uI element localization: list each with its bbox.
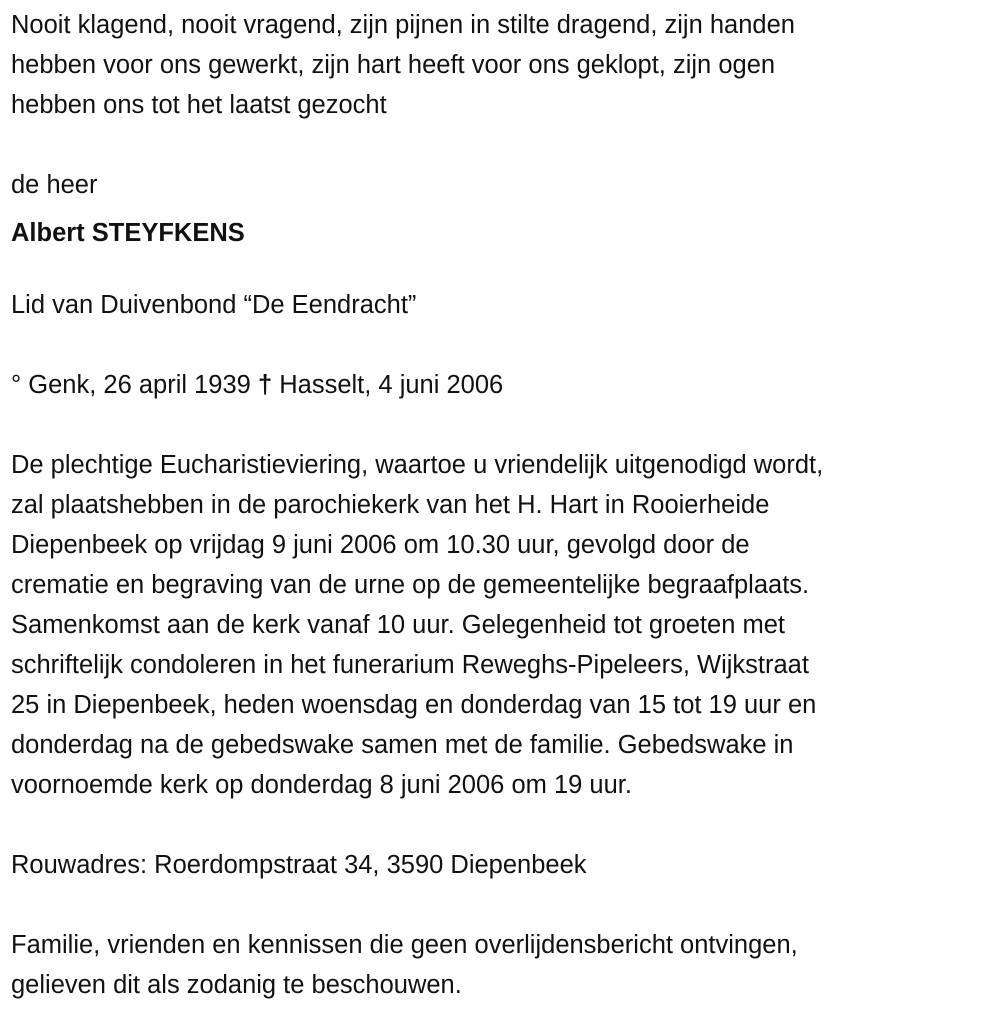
ceremony-line: De plechtige Eucharistieviering, waartoe u vriendelijk uitgenodigd wordt, <box>11 451 824 479</box>
ceremony-line: 25 in Diepenbeek, heden woensdag en donderdag van 15 tot 19 uur en <box>11 691 817 719</box>
ceremony-line: voornoemde kerk op donderdag 8 juni 2006 om 19 uur. <box>11 771 632 799</box>
spacer <box>11 325 1000 365</box>
cross-icon: † <box>257 371 273 399</box>
life-dates <box>11 365 1000 405</box>
motto <box>11 5 1000 125</box>
membership: Lid van Duivenbond “De Eendracht” <box>11 291 417 319</box>
closing-line: Familie, vrienden en kennissen die geen overlijdensbericht ontvingen, <box>11 931 798 959</box>
ceremony-line: Samenkomst aan de kerk vanaf 10 uur. Gelegenheid tot groeten met <box>11 611 785 639</box>
ceremony-line: zal plaatshebben in de parochiekerk van het H. Hart in Rooierheide <box>11 491 770 519</box>
deceased-name: Albert STEYFKENS <box>11 219 245 247</box>
ceremony-line: crematie en begraving van de urne op de gemeentelijke begraafplaats. <box>11 571 810 599</box>
spacer <box>11 405 1000 445</box>
closing-note <box>11 925 1000 1005</box>
motto-line: hebben voor ons gewerkt, zijn hart heeft voor ons geklopt, zijn ogen <box>11 51 776 79</box>
motto-line: hebben ons tot het laatst gezocht <box>11 91 387 119</box>
spacer <box>11 805 1000 845</box>
closing-line: gelieven dit als zodanig te beschouwen. <box>11 971 462 999</box>
ceremony-line: schriftelijk condoleren in het funerarium Reweghs-Pipeleers, Wijkstraat <box>11 651 809 679</box>
spacer <box>11 885 1000 925</box>
salutation: de heer <box>11 171 98 199</box>
ceremony-line: donderdag na de gebedswake samen met de familie. Gebedswake in <box>11 731 794 759</box>
ceremony-line: Diepenbeek op vrijdag 9 juni 2006 om 10.30 uur, gevolgd door de <box>11 531 750 559</box>
ceremony-details <box>11 445 1000 805</box>
death-info: Hasselt, 4 juni 2006 <box>279 371 504 399</box>
spacer <box>11 125 1000 165</box>
mourning-address: Rouwadres: Roerdompstraat 34, 3590 Diepenbeek <box>11 851 587 879</box>
motto-line: Nooit klagend, nooit vragend, zijn pijnen in stilte dragend, zijn handen <box>11 11 795 39</box>
birth-info: ° Genk, 26 april 1939 <box>11 371 251 399</box>
